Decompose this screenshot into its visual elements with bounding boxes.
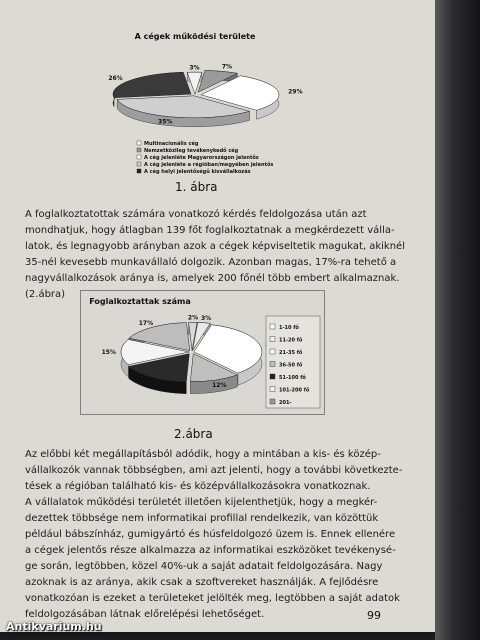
legend-swatch (270, 399, 275, 404)
legend-swatch (137, 155, 141, 159)
legend-entry: 36-50 fő (279, 362, 303, 369)
legend-entry: A cég helyi jelentőségű kisvállalkozás (144, 169, 251, 175)
legend-swatch (137, 162, 141, 166)
legend-swatch (270, 362, 275, 367)
pie-data-label: 29% (288, 88, 303, 96)
text-line: 35-nél kevesebb munkavállaló dolgozik. Azonban magas, 17%-ra tehető a (25, 257, 397, 268)
chart-employees (80, 290, 325, 415)
text-line: nagyvállalkozások aránya is, amelyek 200 főnél több embert alkalmaznak. (25, 273, 400, 284)
pie-data-label: 15% (101, 349, 116, 357)
legend-entry: Nemzetközileg tevékenykedő cég (144, 148, 239, 154)
pie-data-label: 3% (189, 64, 200, 72)
pie-data-label: 35% (158, 118, 173, 126)
pie-data-label: 17% (138, 378, 154, 386)
text-line: tések a régióban található kis- és középvállalkozásokra vonatkoznak. (25, 481, 371, 492)
legend-entry: 11-20 fő (279, 337, 303, 344)
legend-entry: 21-35 fő (279, 350, 303, 356)
background-edge (435, 0, 480, 640)
text-line: a cégek jelentős része alkalmazza az informatikai eszközöket tevékenysé- (25, 545, 396, 556)
text-line: mondhatjuk, hogy átlagban 139 főt foglalkoztatnak a megkérdezett válla- (25, 225, 395, 236)
chart-title: A cégek működési területe (134, 32, 256, 41)
legend-swatch (137, 148, 141, 152)
legend-swatch (270, 324, 275, 329)
text-line: A vállalatok működési területét illetően kijelenthetjük, hogy a megkér- (25, 497, 378, 508)
legend-entry: A cég jelenléte Magyarországon jelentős (144, 155, 259, 161)
text-line: vállalkozók vannak többségben, ami azt jelenti, hogy a további következte- (25, 465, 403, 476)
pie-data-label: 3% (200, 314, 212, 322)
legend-entry: 1-10 fő (279, 325, 299, 331)
legend-entry: 51-100 fő (279, 375, 306, 381)
figure-caption: 1. ábra (175, 180, 218, 194)
body-paragraph (25, 447, 403, 623)
text-line: A foglalkoztatottak számára vonatkozó kérdés feldolgozása után azt (25, 209, 367, 220)
legend-swatch (137, 141, 141, 145)
text-line: latok, és legnagyobb arányban azok a cégek képviseltetik magukat, akiknél (25, 241, 405, 252)
text-line: ge során, legtöbben, közel 40%-uk a saját adatait feldolgozására. Nagy (25, 561, 383, 572)
chart-operating-area (95, 25, 303, 175)
pie-data-label: 26% (108, 74, 123, 82)
legend-entry: Multinacionális cég (144, 141, 199, 147)
legend-entry: 201- (279, 400, 292, 406)
pie-data-label: 2% (187, 314, 199, 322)
legend-swatch (270, 387, 275, 392)
pie-data-label: 12% (212, 381, 227, 389)
legend-swatch (270, 374, 275, 379)
page-number: 99 (367, 609, 381, 622)
text-line: dezettek többsége nem informatikai profillal rendelkezik, van közöttük (25, 513, 379, 524)
chart-title: Foglalkoztattak száma (89, 297, 191, 306)
text-line: például bábszínház, gumigyártó és húsfeldolgozó üzem is. Ennek ellenére (25, 529, 396, 540)
text-line: Az előbbi két megállapításból adódik, hogy a mintában a kis- és közép- (25, 449, 381, 460)
text-line: feldolgozásában látnak előrelépési lehetőséget. (25, 609, 265, 620)
legend-entry: 101-200 fő (279, 387, 310, 394)
text-line: vonatkozóan is ezeket a területeket jelölték meg, legtöbben a saját adatok (25, 593, 400, 604)
text-line: (2.ábra) (25, 289, 66, 300)
watermark-logo: Antikvarium.hu (6, 620, 102, 633)
legend-entry: A cég jelenléte a régióban/megyében jelentős (144, 162, 274, 168)
legend-swatch (137, 169, 141, 173)
legend-swatch (270, 349, 275, 354)
pie-data-label: 17% (138, 319, 154, 327)
legend-swatch (270, 337, 275, 342)
figure-caption: 2.ábra (174, 427, 213, 441)
body-paragraph (25, 207, 405, 303)
pie-data-label: 7% (221, 63, 233, 71)
text-line: azoknak is az aránya, akik csak a szoftvereket használják. A fejlődésre (25, 577, 379, 588)
pie-slice (113, 72, 191, 97)
